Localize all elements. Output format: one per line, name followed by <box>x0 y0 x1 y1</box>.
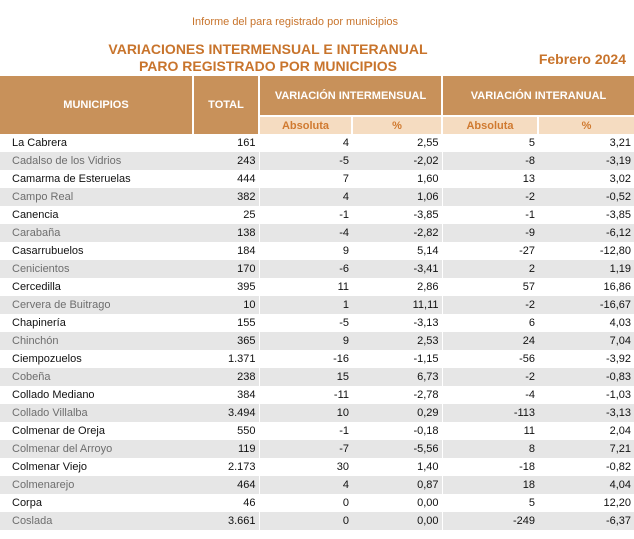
cell-interanual-pct: -3,92 <box>538 350 634 368</box>
cell-intermensual-pct: -3,41 <box>352 260 442 278</box>
cell-total: 238 <box>193 368 259 386</box>
cell-municipio: Chapinería <box>0 314 193 332</box>
cell-intermensual-pct: 2,86 <box>352 278 442 296</box>
cell-intermensual-absoluta: 0 <box>259 494 352 512</box>
cell-municipio: Cadalso de los Vidrios <box>0 152 193 170</box>
cell-total: 395 <box>193 278 259 296</box>
cell-intermensual-absoluta: -11 <box>259 386 352 404</box>
cell-municipio: Cobeña <box>0 368 193 386</box>
cell-municipio: Cenicientos <box>0 260 193 278</box>
cell-municipio: Colmenar Viejo <box>0 458 193 476</box>
table-row <box>0 422 634 440</box>
subheader-intermensual-pct: % <box>352 116 442 134</box>
report-date: Febrero 2024 <box>538 51 626 67</box>
cell-interanual-absoluta: -27 <box>442 242 538 260</box>
cell-interanual-absoluta: 57 <box>442 278 538 296</box>
cell-municipio: Campo Real <box>0 188 193 206</box>
municipios-table <box>0 76 634 530</box>
table-row <box>0 224 634 242</box>
cell-interanual-pct: -16,67 <box>538 296 634 314</box>
cell-intermensual-pct: 1,06 <box>352 188 442 206</box>
cell-intermensual-absoluta: 11 <box>259 278 352 296</box>
cell-municipio: Collado Villalba <box>0 404 193 422</box>
cell-intermensual-absoluta: -16 <box>259 350 352 368</box>
cell-intermensual-absoluta: 9 <box>259 332 352 350</box>
cell-intermensual-pct: 5,14 <box>352 242 442 260</box>
cell-municipio: Coslada <box>0 512 193 530</box>
cell-intermensual-absoluta: 4 <box>259 476 352 494</box>
cell-interanual-pct: -6,12 <box>538 224 634 242</box>
cell-interanual-absoluta: 5 <box>442 134 538 152</box>
cell-intermensual-absoluta: 1 <box>259 296 352 314</box>
table-row <box>0 152 634 170</box>
cell-interanual-pct: -0,52 <box>538 188 634 206</box>
cell-interanual-absoluta: -1 <box>442 206 538 224</box>
cell-intermensual-absoluta: -7 <box>259 440 352 458</box>
cell-intermensual-pct: -3,85 <box>352 206 442 224</box>
cell-total: 382 <box>193 188 259 206</box>
cell-total: 138 <box>193 224 259 242</box>
table-row <box>0 512 634 530</box>
cell-total: 384 <box>193 386 259 404</box>
cell-interanual-absoluta: -113 <box>442 404 538 422</box>
cell-interanual-absoluta: 11 <box>442 422 538 440</box>
cell-intermensual-absoluta: 4 <box>259 134 352 152</box>
cell-intermensual-pct: 0,00 <box>352 494 442 512</box>
header-variacion-intermensual: VARIACIÓN INTERMENSUAL <box>259 76 442 116</box>
cell-total: 464 <box>193 476 259 494</box>
cell-intermensual-pct: -2,02 <box>352 152 442 170</box>
table-row <box>0 206 634 224</box>
cell-municipio: Camarma de Esteruelas <box>0 170 193 188</box>
cell-interanual-pct: -0,83 <box>538 368 634 386</box>
cell-interanual-absoluta: -8 <box>442 152 538 170</box>
cell-total: 2.173 <box>193 458 259 476</box>
cell-total: 119 <box>193 440 259 458</box>
cell-intermensual-absoluta: 10 <box>259 404 352 422</box>
cell-interanual-absoluta: 8 <box>442 440 538 458</box>
report-title-line2: PARO REGISTRADO POR MUNICIPIOS <box>139 58 397 74</box>
cell-intermensual-absoluta: 7 <box>259 170 352 188</box>
table-row <box>0 296 634 314</box>
cell-interanual-absoluta: -18 <box>442 458 538 476</box>
report-title-line1: VARIACIONES INTERMENSUAL E INTERANUAL <box>108 41 428 57</box>
cell-intermensual-absoluta: -6 <box>259 260 352 278</box>
cell-interanual-pct: 7,04 <box>538 332 634 350</box>
cell-interanual-pct: 1,19 <box>538 260 634 278</box>
cell-municipio: Corpa <box>0 494 193 512</box>
cell-interanual-pct: 7,21 <box>538 440 634 458</box>
cell-interanual-pct: 4,04 <box>538 476 634 494</box>
cell-intermensual-absoluta: 30 <box>259 458 352 476</box>
cell-intermensual-pct: -0,18 <box>352 422 442 440</box>
cell-municipio: La Cabrera <box>0 134 193 152</box>
cell-interanual-absoluta: -2 <box>442 188 538 206</box>
cell-interanual-pct: 3,02 <box>538 170 634 188</box>
cell-interanual-absoluta: 6 <box>442 314 538 332</box>
cell-municipio: Chinchón <box>0 332 193 350</box>
table-row <box>0 386 634 404</box>
cell-total: 444 <box>193 170 259 188</box>
table-row <box>0 242 634 260</box>
cell-interanual-pct: -3,13 <box>538 404 634 422</box>
cell-intermensual-pct: 6,73 <box>352 368 442 386</box>
table-row <box>0 134 634 152</box>
cell-municipio: Ciempozuelos <box>0 350 193 368</box>
cell-total: 1.371 <box>193 350 259 368</box>
cell-intermensual-absoluta: -4 <box>259 224 352 242</box>
subheader-interanual-absoluta: Absoluta <box>442 116 538 134</box>
subheader-intermensual-absoluta: Absoluta <box>259 116 352 134</box>
header-total: TOTAL <box>193 76 259 134</box>
subheader-interanual-pct: % <box>538 116 634 134</box>
cell-municipio: Carabaña <box>0 224 193 242</box>
table-row <box>0 278 634 296</box>
cell-municipio: Cercedilla <box>0 278 193 296</box>
cell-interanual-absoluta: 5 <box>442 494 538 512</box>
cell-municipio: Colmenar del Arroyo <box>0 440 193 458</box>
cell-municipio: Cervera de Buitrago <box>0 296 193 314</box>
cell-interanual-absoluta: -4 <box>442 386 538 404</box>
cell-intermensual-pct: -1,15 <box>352 350 442 368</box>
cell-total: 243 <box>193 152 259 170</box>
cell-total: 170 <box>193 260 259 278</box>
cell-interanual-absoluta: 2 <box>442 260 538 278</box>
report-title <box>0 41 536 75</box>
header-municipios: MUNICIPIOS <box>0 76 193 134</box>
cell-total: 3.661 <box>193 512 259 530</box>
table-row <box>0 314 634 332</box>
table-row <box>0 332 634 350</box>
cell-interanual-absoluta: 13 <box>442 170 538 188</box>
cell-intermensual-pct: 11,11 <box>352 296 442 314</box>
cell-interanual-pct: -6,37 <box>538 512 634 530</box>
cell-total: 46 <box>193 494 259 512</box>
cell-intermensual-absoluta: 0 <box>259 512 352 530</box>
cell-intermensual-pct: 0,87 <box>352 476 442 494</box>
cell-intermensual-pct: -3,13 <box>352 314 442 332</box>
table-row <box>0 404 634 422</box>
cell-total: 161 <box>193 134 259 152</box>
cell-intermensual-pct: -2,82 <box>352 224 442 242</box>
cell-interanual-pct: 2,04 <box>538 422 634 440</box>
cell-intermensual-absoluta: -5 <box>259 314 352 332</box>
cell-interanual-absoluta: -2 <box>442 296 538 314</box>
table-row <box>0 170 634 188</box>
table-body <box>0 134 634 530</box>
cell-municipio: Colmenarejo <box>0 476 193 494</box>
cell-intermensual-pct: 0,00 <box>352 512 442 530</box>
cell-interanual-absoluta: 24 <box>442 332 538 350</box>
cell-interanual-absoluta: -56 <box>442 350 538 368</box>
cell-interanual-pct: -0,82 <box>538 458 634 476</box>
cell-total: 10 <box>193 296 259 314</box>
cell-intermensual-absoluta: -1 <box>259 422 352 440</box>
cell-municipio: Collado Mediano <box>0 386 193 404</box>
table-row <box>0 260 634 278</box>
cell-interanual-pct: -1,03 <box>538 386 634 404</box>
cell-intermensual-pct: 0,29 <box>352 404 442 422</box>
cell-interanual-pct: 16,86 <box>538 278 634 296</box>
cell-intermensual-pct: 1,40 <box>352 458 442 476</box>
cell-total: 25 <box>193 206 259 224</box>
cell-intermensual-pct: 2,55 <box>352 134 442 152</box>
cell-interanual-pct: 3,21 <box>538 134 634 152</box>
table-row <box>0 458 634 476</box>
cell-intermensual-pct: -2,78 <box>352 386 442 404</box>
cell-total: 3.494 <box>193 404 259 422</box>
cell-intermensual-absoluta: -1 <box>259 206 352 224</box>
cell-intermensual-absoluta: 9 <box>259 242 352 260</box>
report-subtitle: Informe del para registrado por municipios <box>191 16 399 28</box>
cell-total: 365 <box>193 332 259 350</box>
cell-interanual-absoluta: 18 <box>442 476 538 494</box>
cell-interanual-pct: 4,03 <box>538 314 634 332</box>
cell-intermensual-absoluta: 15 <box>259 368 352 386</box>
table-row <box>0 440 634 458</box>
cell-interanual-absoluta: -2 <box>442 368 538 386</box>
cell-interanual-absoluta: -249 <box>442 512 538 530</box>
cell-municipio: Casarrubuelos <box>0 242 193 260</box>
cell-interanual-pct: -3,85 <box>538 206 634 224</box>
cell-interanual-absoluta: -9 <box>442 224 538 242</box>
cell-intermensual-pct: 2,53 <box>352 332 442 350</box>
cell-intermensual-pct: -5,56 <box>352 440 442 458</box>
cell-total: 550 <box>193 422 259 440</box>
cell-intermensual-pct: 1,60 <box>352 170 442 188</box>
cell-total: 155 <box>193 314 259 332</box>
cell-municipio: Canencia <box>0 206 193 224</box>
table-row <box>0 188 634 206</box>
cell-interanual-pct: -12,80 <box>538 242 634 260</box>
cell-municipio: Colmenar de Oreja <box>0 422 193 440</box>
cell-total: 184 <box>193 242 259 260</box>
header-variacion-interanual: VARIACIÓN INTERANUAL <box>442 76 634 116</box>
cell-intermensual-absoluta: 4 <box>259 188 352 206</box>
table-row <box>0 350 634 368</box>
cell-interanual-pct: -3,19 <box>538 152 634 170</box>
cell-intermensual-absoluta: -5 <box>259 152 352 170</box>
table-row <box>0 494 634 512</box>
cell-interanual-pct: 12,20 <box>538 494 634 512</box>
table-row <box>0 476 634 494</box>
table-row <box>0 368 634 386</box>
